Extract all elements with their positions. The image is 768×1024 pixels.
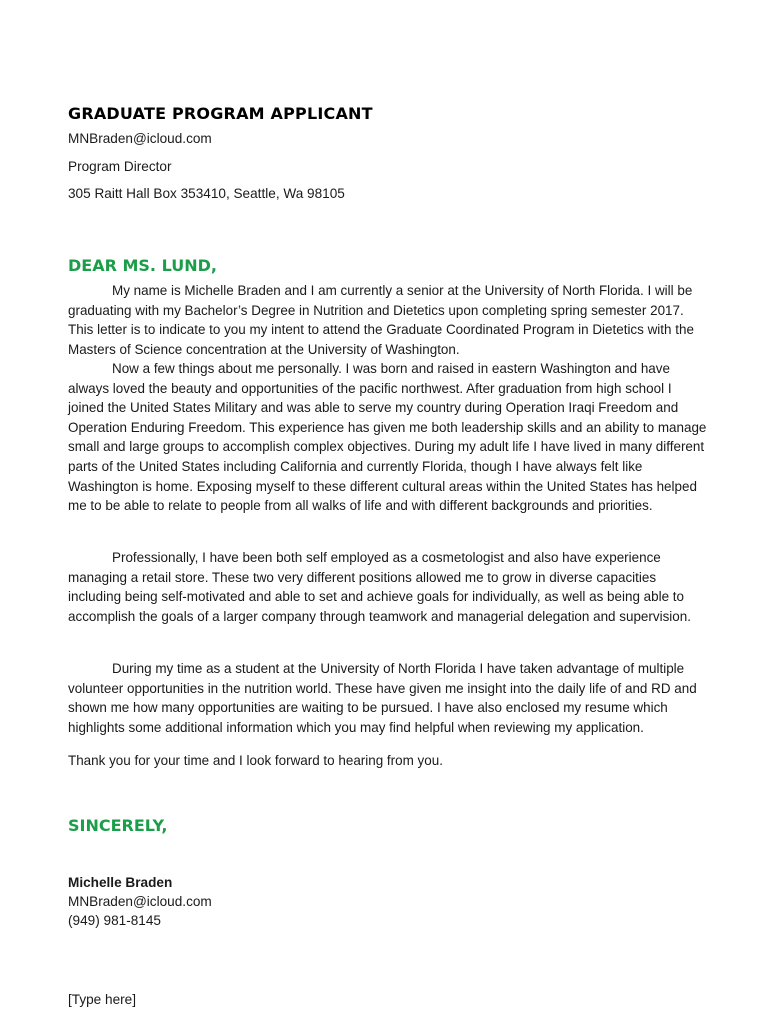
paragraph-personal: Now a few things about me personally. I was born and raised in eastern Washington and have always loved the beauty and opportunities of the pacific northwest. After graduation from high school I joined the United States Military and was able to serve my country during Operation Iraqi Freedom and Operation Enduring Freedom. This experience has given me both leadership skills and an ability to manage small and large groups to accomplish complex objectives. During my adult life I have lived in many different parts of the United States including California and currently Florida, though I have always felt like Washington is home. Exposing myself to these different cultural areas within the United States has helped me to be able to relate to people from all walks of life and with different backgrounds and priorities. — [68, 361, 707, 514]
recipient-address: 305 Raitt Hall Box 353410, Seattle, Wa 98105 — [68, 186, 345, 201]
document-title: GRADUATE PROGRAM APPLICANT — [68, 104, 373, 123]
paragraph-professional: Professionally, I have been both self employed as a cosmetologist and also have experience managing a retail store. These two very different positions allowed me to grow in diverse capacities including being self-motivated and able to set and achieve goals for individually, as well as being able to accomplish the goals of a larger company through teamwork and managerial delegation and supervision. — [68, 550, 691, 624]
footer-placeholder[interactable]: [Type here] — [68, 992, 137, 1007]
header-email: MNBraden@icloud.com — [68, 131, 212, 146]
signature-phone: (949) 981-8145 — [68, 913, 161, 928]
paragraph-intro: My name is Michelle Braden and I am currently a senior at the University of North Florida. I will be graduating with my Bachelor’s Degree in Nutrition and Dietetics upon completing spring semester 2017. This letter is to indicate to you my intent to attend the Graduate Coordinated Program in Dietetics with the Masters of Science concentration at the University of Washington. — [68, 283, 694, 357]
paragraph-student: During my time as a student at the University of North Florida I have taken advantage of multiple volunteer opportunities in the nutrition world. These have given me insight into the daily life of and RD and shown me how many opportunities are waiting to be pursued. I have also enclosed my resume which highlights some additional information which you may find helpful when reviewing my application. — [68, 661, 697, 735]
salutation: DEAR MS. LUND, — [68, 256, 217, 275]
paragraph-thanks: Thank you for your time and I look forward to hearing from you. — [68, 753, 443, 768]
signature-name: Michelle Braden — [68, 875, 173, 890]
closing: SINCERELY, — [68, 816, 168, 835]
recipient-title: Program Director — [68, 159, 172, 174]
signature-email: MNBraden@icloud.com — [68, 894, 212, 909]
